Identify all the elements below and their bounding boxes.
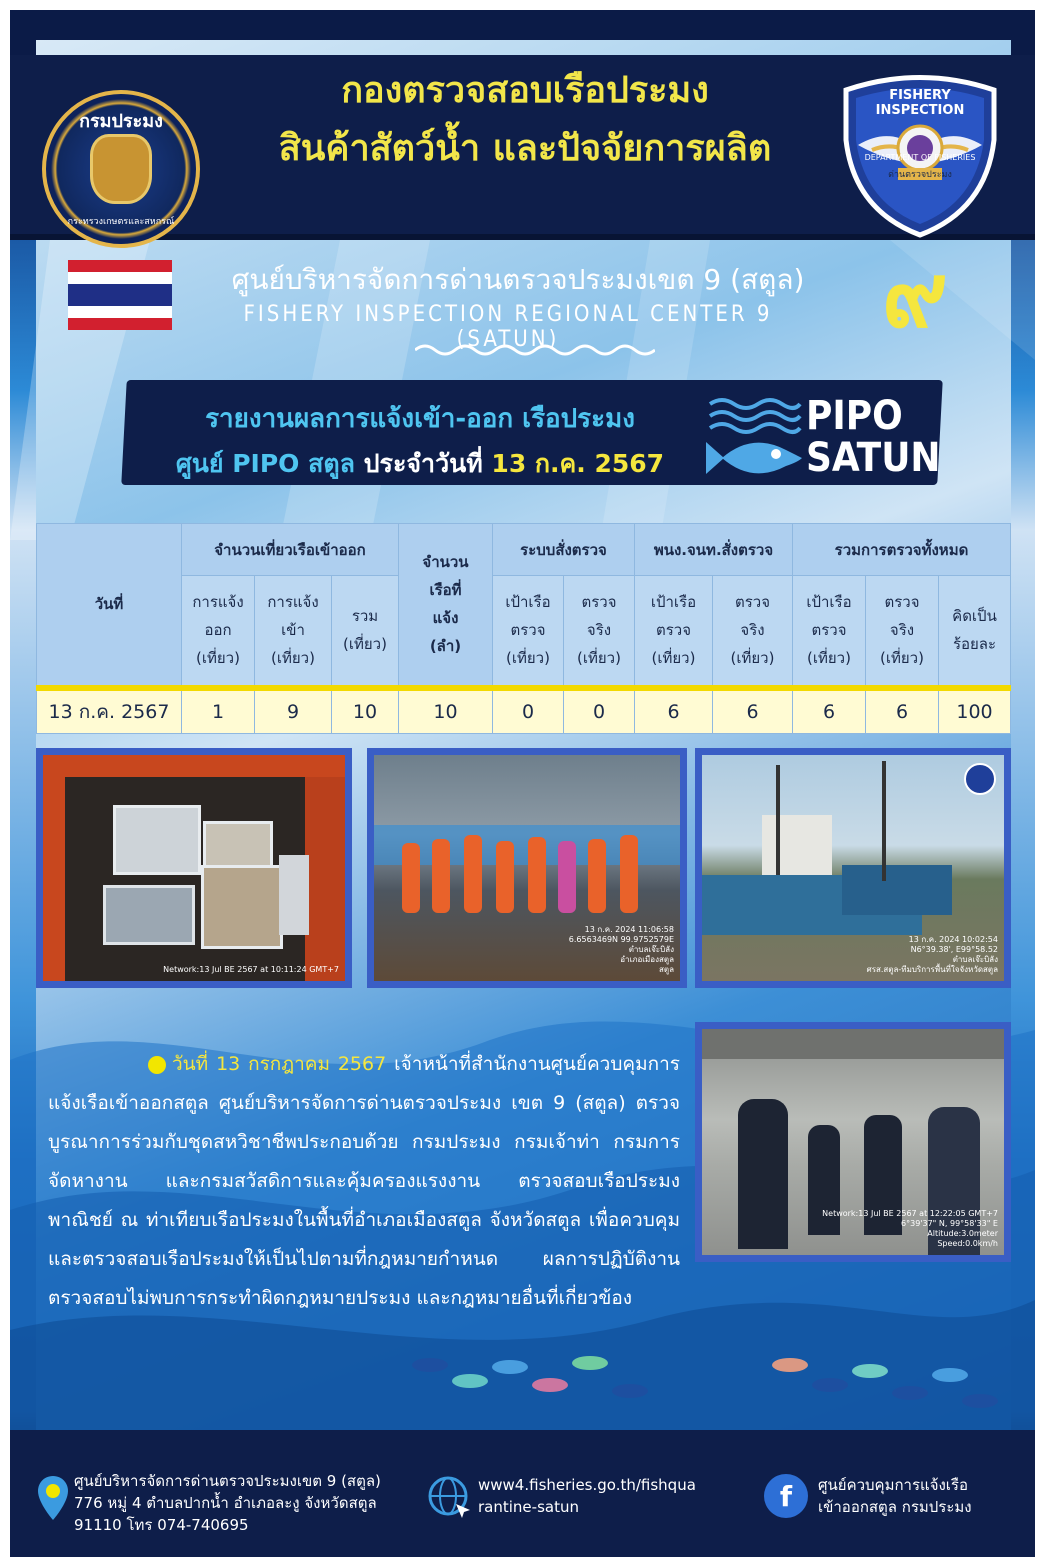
header-title-line2: สินค้าสัตว์น้ำ และปัจจัยการผลิต [278,128,772,169]
footer-website-line2: rantine-satun [478,1498,579,1516]
col-header-all-actual [866,576,939,688]
actual-l3: (เที่ยว) [730,649,775,668]
target-l3: (เที่ยว) [506,649,550,668]
region-number: ๙ [882,242,948,348]
actual-l1: ตรวจ [884,593,920,612]
body-date: 13 กรกฎาคม 2567 [216,1053,387,1075]
col-boats-l1: จำนวน [422,553,469,572]
wave-divider-icon [415,340,655,360]
trips-out-l2: ออก [204,621,232,640]
badge-top-text: FISHERY INSPECTION [875,88,965,118]
bullet-dot-icon [148,1056,166,1074]
inspection-report-table [36,523,1011,734]
report-date-label: ประจำวันที่ [363,449,483,478]
photo-fishing-boat-stamp: 13 ก.ค. 2024 10:02:54 N6°39.38', E99°58.52 ตำบลเจ๊ะบิลัง ศรส.สตูล-ทีมบริการพื้นที่ใจจังหวัดสตูล [866,935,998,974]
actual-l2: จริง [740,621,765,640]
pipo-logo-text [806,395,941,479]
col-boats-l4: (ลำ) [429,637,462,656]
actual-l1: ตรวจ [581,593,617,612]
cell-date: 13 ก.ค. 2567 [37,688,182,734]
cell-officer-actual: 6 [713,688,793,734]
target-l3: (เที่ยว) [651,649,696,668]
photo-officers-stamp: Network:13 Jul BE 2567 at 12:22:05 GMT+7 6°39'37" N, 99°58'33" E Altitude:3.0meter Speed:0.0km/h [822,1209,998,1248]
cell-trips-out: 1 [182,688,255,734]
col-header-trips-total [332,576,399,688]
col-header-system-target [493,576,564,688]
report-subtitle [140,444,700,484]
body-paragraph [48,1045,680,1318]
cell-trips-total: 10 [332,688,399,734]
footer-address [74,1470,381,1536]
actual-l3: (เที่ยว) [880,649,924,668]
poster [10,10,1035,1557]
trips-in-l1: การแจ้ง [267,593,319,612]
fisheries-department-seal [42,90,200,248]
trips-in-l2: เข้า [281,621,305,640]
col-boats-l3: แจ้ง [432,609,459,628]
target-l3: (เที่ยว) [807,649,851,668]
target-l1: เป้าเรือ [806,593,852,612]
col-header-trips-out [182,576,255,688]
thai-flag-icon [68,260,172,330]
group-header-officer: พนง.จนท.สั่งตรวจ [635,524,793,576]
footer-address-line3: 91110 โทร 074-740695 [74,1516,249,1534]
percent-l1: คิดเป็น [952,607,997,626]
cell-officer-target: 6 [635,688,713,734]
target-l2: ตรวจ [655,621,691,640]
globe-icon [426,1474,474,1522]
cell-all-target: 6 [793,688,866,734]
trips-out-l3: (เที่ยว) [196,649,240,668]
col-header-all-target [793,576,866,688]
target-l1: เป้าเรือ [650,593,697,612]
trips-total-l1: รวม [351,607,379,626]
photo-fishing-boat [695,748,1011,988]
cell-system-actual: 0 [564,688,635,734]
watermark-badge-icon [964,763,996,795]
center-name-english: FISHERY INSPECTION REGIONAL CENTER 9 (SATUN) [243,302,773,352]
cell-boats: 10 [399,688,493,734]
cell-all-actual: 6 [866,688,939,734]
pipo-logo-line1: PIPO [806,393,903,439]
col-header-system-actual [564,576,635,688]
badge-center-text: ด่านตรวจประมง [888,170,952,180]
col-header-trips-in [255,576,332,688]
seal-emblem-icon [90,134,152,204]
footer-website[interactable] [478,1474,696,1518]
seal-bottom-text: กระทรวงเกษตรและสหกรณ์ [67,217,175,227]
report-center-name: ศูนย์ PIPO สตูล [175,449,355,478]
group-header-all: รวมการตรวจทั้งหมด [793,524,1011,576]
report-title: รายงานผลการแจ้งเข้า-ออก เรือประมง [205,404,635,434]
cell-percent: 100 [939,688,1011,734]
table-row [37,688,1011,734]
report-date: 13 ก.ค. 2567 [491,449,665,478]
footer-website-line1: www4.fisheries.go.th/fishqua [478,1476,696,1494]
cell-trips-in: 9 [255,688,332,734]
location-pin-icon [36,1474,70,1522]
target-l2: ตรวจ [811,621,847,640]
photo-fish-hold-stamp: Network:13 Jul BE 2567 at 10:11:24 GMT+7 [163,965,339,974]
actual-l2: จริง [889,621,915,640]
footer-facebook-line2: เข้าออกสตูล กรมประมง [818,1498,972,1516]
trips-out-l1: การแจ้ง [192,593,244,612]
svg-text:f: f [779,1480,793,1513]
col-header-percent [939,576,1011,688]
col-header-date: วันที่ [37,524,182,688]
body-prefix: วันที่ [172,1053,209,1075]
target-l1: เป้าเรือ [505,593,551,612]
header-title-line1: กองตรวจสอบเรือประมง [341,70,709,111]
seal-top-text: กรมประมง [79,111,163,132]
target-l2: ตรวจ [510,621,546,640]
footer [10,1430,1035,1557]
photo-officers [695,1022,1011,1262]
col-header-officer-target [635,576,713,688]
actual-l3: (เที่ยว) [577,649,621,668]
photo-fish-hold [36,748,352,988]
trips-total-l2: (เที่ยว) [343,635,387,654]
center-name-thai: ศูนย์บริหารจัดการด่านตรวจประมงเขต 9 (สตูล) [231,263,805,296]
photo-crew-group-stamp: 13 ก.ค. 2024 11:06:58 6.6563469N 99.9752579E ตำบลเจ๊ะบิลัง อำเภอเมืองสตูล สตูล [568,925,674,974]
facebook-icon [760,1470,812,1522]
footer-facebook-line1: ศูนย์ควบคุมการแจ้งเรือ [818,1476,968,1494]
col-boats-l2: เรือที่ [429,581,462,600]
fish-school-decoration [370,1345,1010,1425]
percent-l2: ร้อยละ [952,635,997,654]
pipo-logo-line2: SATUN [806,435,941,481]
trips-in-l3: (เที่ยว) [271,649,315,668]
footer-address-line2: 776 หมู่ 4 ตำบลปากน้ำ อำเภอละงู จังหวัดสตูล [74,1494,377,1512]
actual-l2: จริง [586,621,612,640]
footer-address-line1: ศูนย์บริหารจัดการด่านตรวจประมงเขต 9 (สตูล) [74,1472,381,1490]
photo-crew-group [367,748,687,988]
col-header-officer-actual [713,576,793,688]
badge-bottom-text: DEPARTMENT OF FISHERIES [864,153,976,162]
header-title [205,62,845,178]
group-header-system: ระบบสั่งตรวจ [493,524,635,576]
cell-system-target: 0 [493,688,564,734]
body-text: เจ้าหน้าที่สำนักงานศูนย์ควบคุมการแจ้งเรือเข้าออกสตูล ศูนย์บริหารจัดการด่านตรวจประมง เขต 9 (สตูล) ตรวจบูรณาการร่วมกับชุดสหวิชาชีพประกอบด้วย กรมประมง กรมเจ้าท่า กรมการจัดหางาน และกรมสวัสดิการและคุ้มครองแรงงาน ตรวจสอบเรือประมงพาณิชย์ ณ ท่าเทียบเรือประมงในพื้นที่อำเภอเมืองสตูล จังหวัดสตูล เพื่อควบคุมและตรวจสอบเรือประมงให้เป็นไปตามที่กฎหมายกำหนด ผลการปฏิบัติงานตรวจสอบไม่พบการกระทำผิดกฎหมายประมง และกฎหมายอื่นที่เกี่ยวข้อง [48,1053,681,1309]
group-header-trips: จำนวนเที่ยวเรือเข้าออก [182,524,399,576]
col-header-boats [399,524,493,688]
actual-l1: ตรวจ [734,593,770,612]
footer-facebook[interactable] [818,1474,972,1518]
